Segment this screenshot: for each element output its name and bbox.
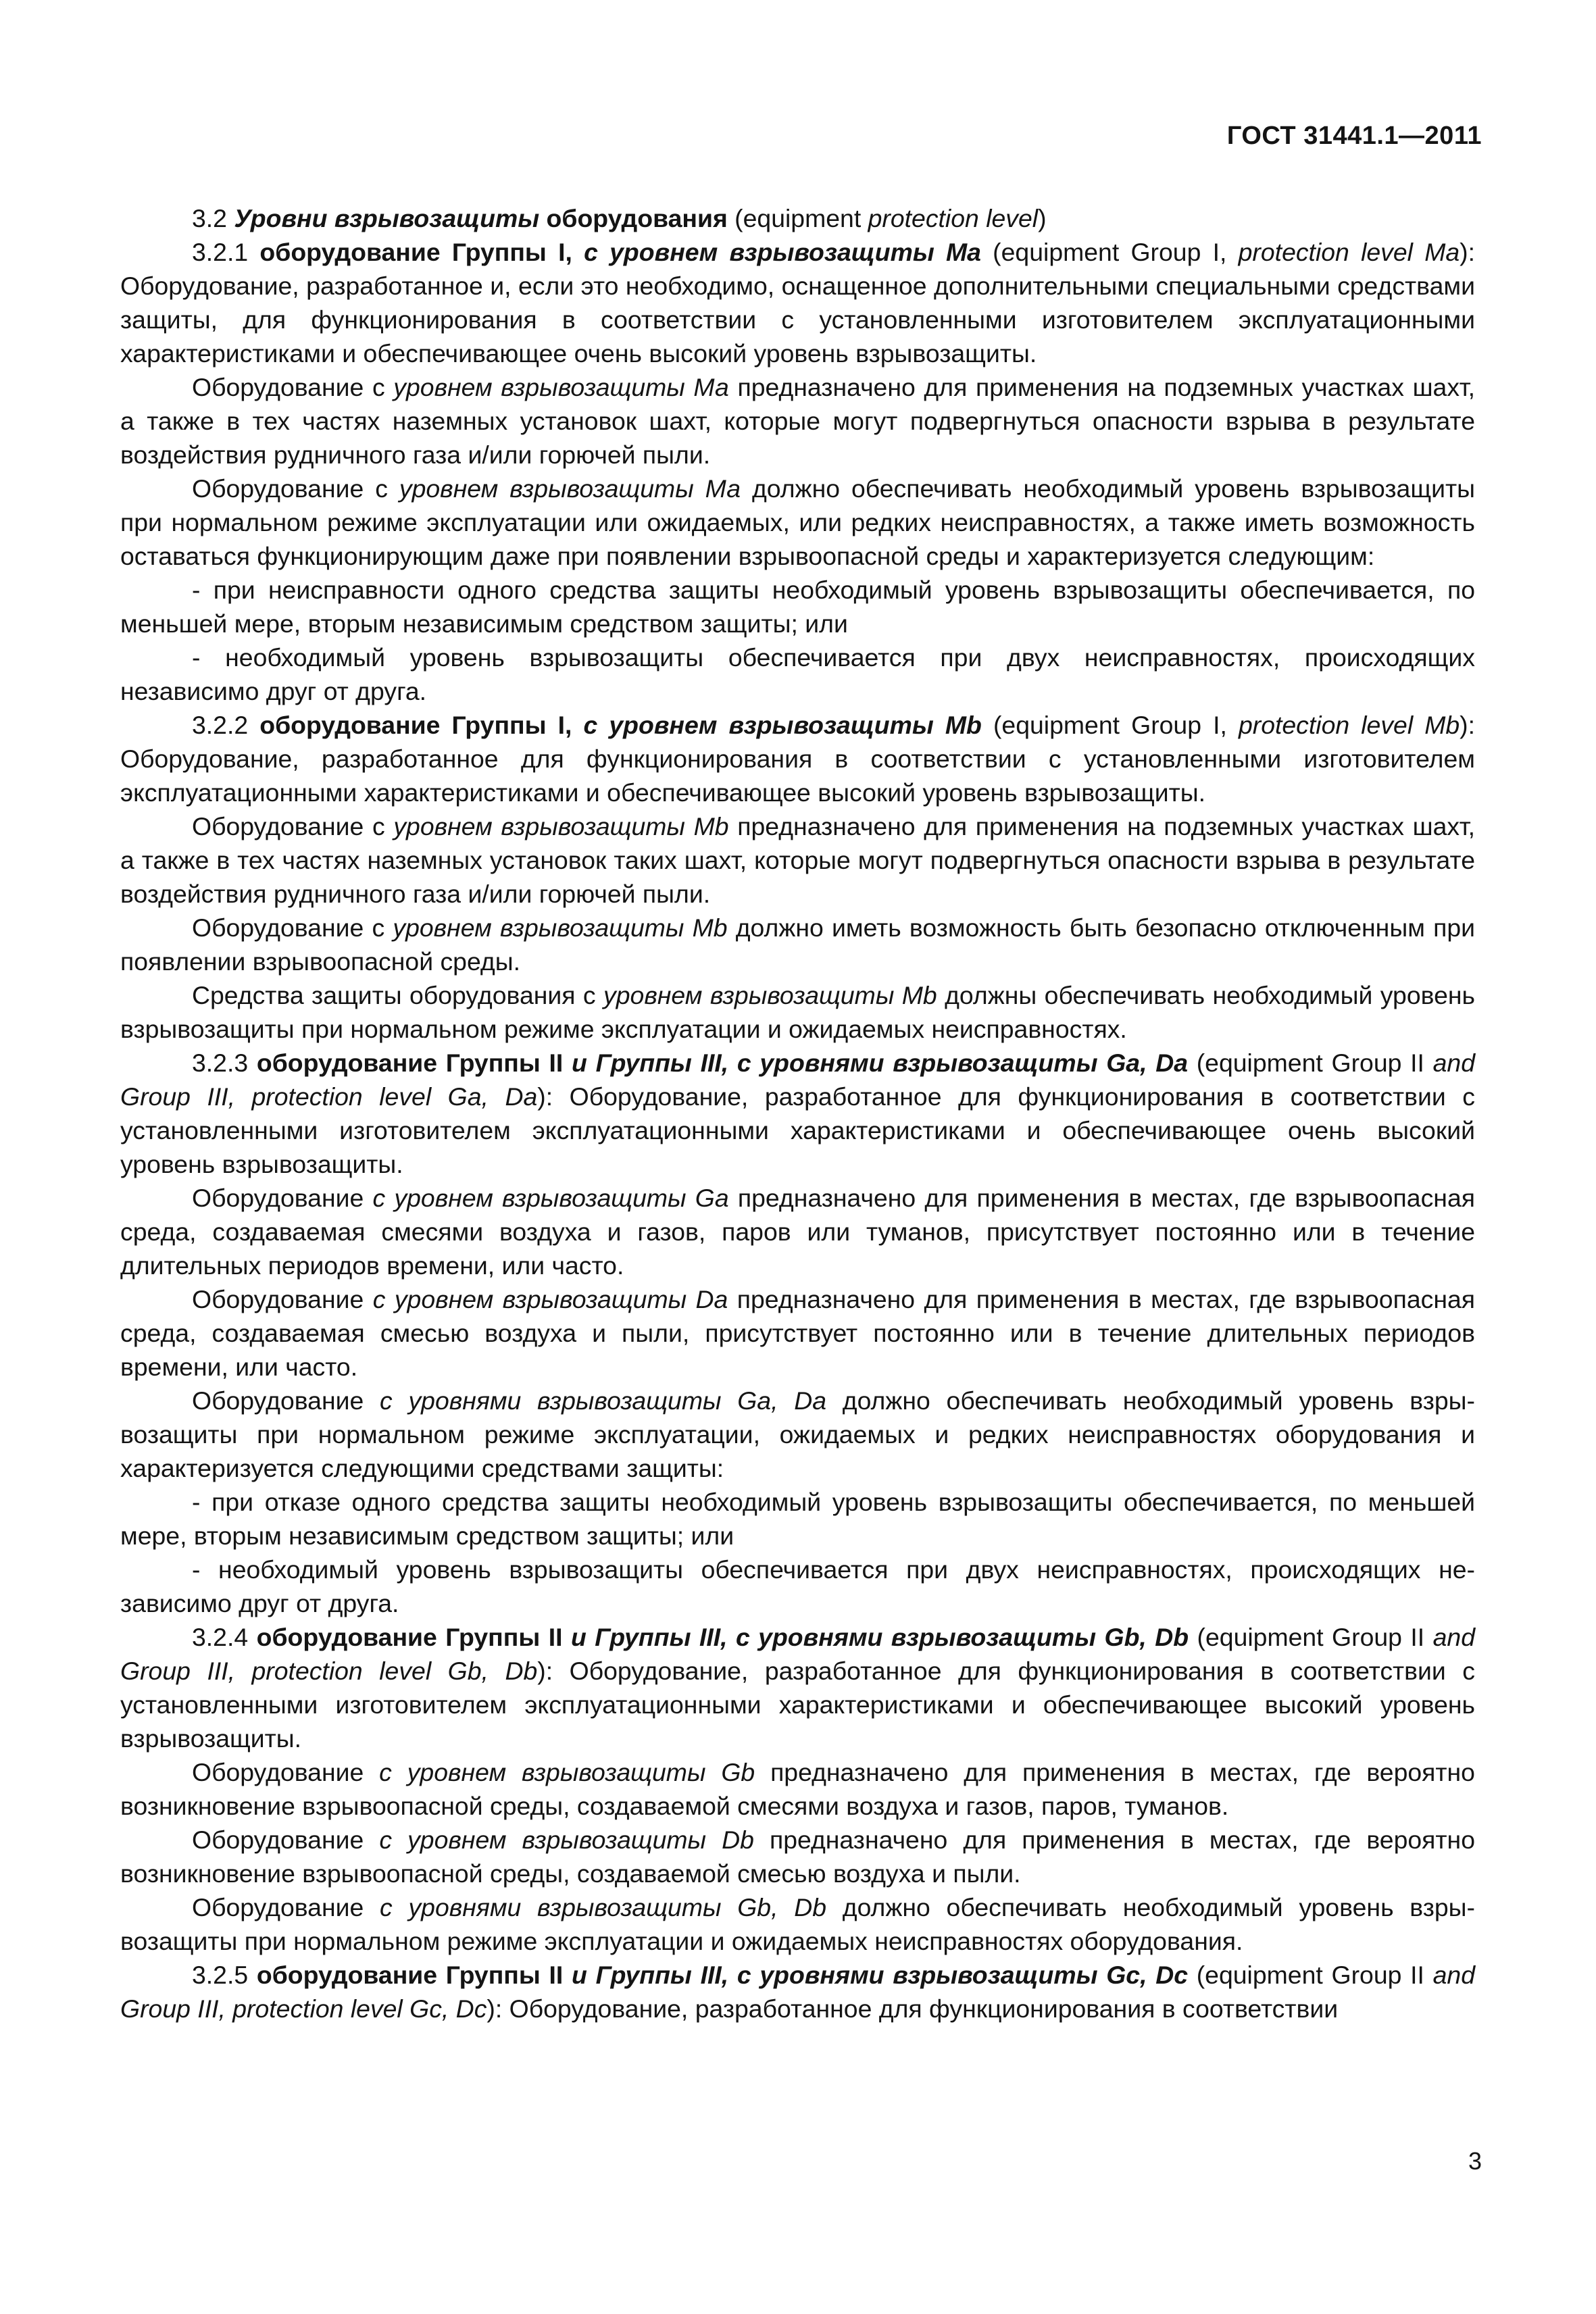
text-run: уровнем взрывозащиты Mb [393, 812, 729, 840]
text-run: Оборудование с [192, 812, 394, 840]
text-run: должно обеспечивать необходимый уровень взрывозащиты при нормальном режиме эксплуатации, ожидаемых и редких неисправностях оборудования и характеризуется следующими средствами защиты: [120, 1386, 1475, 1482]
text-run: Оборудование [192, 1826, 380, 1854]
text-run: предназначено для применения в местах, где вероятно возникновение взрывоопасной среды, создаваемой смесью воздуха и пыли. [120, 1826, 1475, 1888]
paragraph [120, 1181, 1475, 1282]
paragraph [120, 573, 1475, 640]
text-run: с уровнем взрывозащиты Da [372, 1285, 728, 1313]
text-run: (equipment Group I, [980, 238, 1239, 266]
text-run: оборудование Группы II [256, 1961, 572, 1989]
text-run: protection level Mb [1238, 711, 1460, 739]
text-run: - необходимый уровень взрывозащиты обеспечивается при двух неисправностях, происходящих независимо друг от друга. [120, 643, 1475, 705]
text-run: уровнем взрывозащиты Ма [393, 373, 729, 401]
text-run: предназначено для применения в местах, где взрывоопасная среда, создаваемая смесями воздуха и газов, паров или туманов, присутствует постоянно или в течение длительных периодов времени, или часто. [120, 1184, 1475, 1280]
text-run: предназначено для применения в местах, где взрывоопасная среда, создаваемая смесью воздуха и пыли, присутствует постоянно или в течение длительных периодов времени, или часто. [120, 1285, 1476, 1381]
text-run: с уровнем взрывозащиты Ma [584, 238, 981, 266]
text-run: (equipment Group II [1188, 1961, 1433, 1989]
text-run: с уровнем взрывозащиты Ga [372, 1184, 729, 1212]
text-run: (equipment Group II [1188, 1049, 1433, 1077]
paragraph [120, 809, 1475, 911]
text-run: уровнем взрывозащиты Mb [393, 913, 728, 942]
text-run: оборудование Группы II [256, 1049, 572, 1077]
text-run: protection level [868, 204, 1039, 232]
paragraph [120, 708, 1475, 809]
document-header: ГОСТ 31441.1—2011 [1226, 122, 1482, 150]
text-run: Оборудование с [192, 474, 399, 503]
text-run: ): Оборудование, разработанное для функционирования в соответствии с установленными изготовителем эксплуатационными характеристиками и обеспечивающее высокий уровень взрывозащиты. [120, 711, 1475, 807]
paragraph [120, 1755, 1475, 1823]
text-run: ): Оборудование, разработанное для функционирования в соответствии с установленными изготовителем эксплуатационными характеристиками и обеспечивающее высокий уровень взрывозащиты. [120, 1657, 1475, 1753]
paragraph [120, 235, 1475, 370]
paragraph [120, 1620, 1475, 1755]
text-run: оборудование Группы I, [259, 711, 584, 739]
paragraph [120, 1823, 1475, 1890]
paragraph [120, 978, 1475, 1046]
text-run: and Group III, protection level Gb, Db [120, 1623, 1475, 1685]
text-run: Оборудование с [192, 913, 393, 942]
text-run: ) [1038, 204, 1047, 232]
text-run: (equipment Group II [1189, 1623, 1433, 1651]
text-run: Средства защиты оборудования с [192, 981, 604, 1009]
text-run: с уровнями взрывозащиты Ga, Da [380, 1386, 827, 1415]
text-run: предназначено для применения на подземных участках шахт, а также в тех частях наземных установок шахт, которые могут подвергнуться опасности взрыва в результате воздействия рудничного газа и/или горючей пыли. [120, 373, 1475, 469]
text-run: должно обеспечивать необходимый уровень взрывозащиты при нормальном режиме эксплуатации и ожидаемых неисправностях оборудования. [120, 1893, 1475, 1955]
page-number: 3 [1468, 2147, 1482, 2175]
paragraph [120, 911, 1475, 978]
text-run: (equipment Group I, [981, 711, 1239, 739]
text-run: Оборудование [192, 1184, 373, 1212]
text-run: 3.2.1 [192, 238, 260, 266]
text-run [539, 204, 546, 232]
text-run: 3.2.5 [192, 1961, 257, 1989]
text-run: должны обеспечивать необходимый уровень взрывозащиты при нормальном режиме эксплуатации и ожидаемых неисправностях. [120, 981, 1476, 1043]
text-run: с уровнем взрывозащиты Gb [379, 1758, 755, 1786]
text-run: protection level Ma [1238, 238, 1460, 266]
paragraph [120, 201, 1475, 235]
text-run: ): Оборудование, разработанное для функционирования в соответствии с установленными изготовителем эксплуатационными характеристиками и обеспечивающее очень высокий уровень взрывозащиты. [120, 1082, 1475, 1178]
text-run: Оборудование [192, 1893, 380, 1921]
text-run: Оборудование [192, 1386, 380, 1415]
text-run: должно иметь возможность быть безопасно отключенным при появлении взрывоопасной среды. [120, 913, 1476, 976]
text-run: и Группы III, с уровнями взрывозащиты Gb, Db [570, 1623, 1189, 1651]
text-run: Оборудование с [192, 373, 394, 401]
text-run: (equipment [727, 204, 868, 232]
text-run: с уровнем взрывозащиты Mb [583, 711, 982, 739]
text-run: 3.2 [192, 204, 234, 232]
text-run: оборудования [546, 204, 728, 232]
document-body [120, 201, 1475, 2026]
paragraph [120, 1890, 1475, 1958]
text-run: and Group III, protection level Gc, Dc [120, 1961, 1475, 2023]
text-run: 3.2.2 [192, 711, 260, 739]
text-run: Уровни взрывозащиты [234, 204, 540, 232]
text-run: ): Оборудование, разработанное для функционирования в соответствии [487, 1994, 1339, 2023]
paragraph [120, 1384, 1475, 1485]
text-run: Оборудование [192, 1758, 380, 1786]
text-run: должно обеспечивать необходимый уровень взрывозащиты при нормальном режиме эксплуатации или ожидаемых, или редких неисправностях, а также иметь возможность оставаться функционирующим даже при появлении взрывоопасной среды и характеризуется следующим: [120, 474, 1475, 570]
text-run: - при неисправности одного средства защиты необходимый уровень взрывозащиты обеспечивается, по меньшей мере, вторым независимым средством защиты; или [120, 576, 1475, 638]
text-run: 3.2.4 [192, 1623, 257, 1651]
paragraph [120, 1282, 1475, 1384]
paragraph [120, 1046, 1475, 1181]
text-run: Оборудование [192, 1285, 373, 1313]
text-run: предназначено для применения в местах, где вероятно возникновение взрывоопасной среды, создаваемой смесями воздуха и газов, паров, туманов. [120, 1758, 1475, 1820]
text-run: - при отказе одного средства защиты необходимый уровень взрывозащиты обеспечивается, по меньшей мере, вторым независимым средством защиты; или [120, 1488, 1475, 1550]
text-run: с уровнем взрывозащиты Db [379, 1826, 754, 1854]
paragraph [120, 472, 1475, 573]
text-run: уровнем взрывозащиты Mb [603, 981, 937, 1009]
text-run: с уровнями взрывозащиты Gb, Db [380, 1893, 827, 1921]
paragraph [120, 1485, 1475, 1553]
paragraph [120, 1553, 1475, 1620]
text-run: и Группы III, с уровнями взрывозащиты Gc, Dc [572, 1961, 1188, 1989]
paragraph [120, 370, 1475, 472]
text-run: ): Оборудование, разработанное и, если это необходимо, оснащенное дополнительными специальными средствами защиты, для функционирования в соответствии с установленными изготовителем эксплуатационными характеристиками и обеспечивающее очень высокий уровень взрывозащиты. [120, 238, 1475, 368]
text-run: - необходимый уровень взрывозащиты обеспечивается при двух неисправностях, происходящих независимо друг от друга. [120, 1555, 1475, 1617]
text-run: оборудование Группы II [256, 1623, 571, 1651]
text-run: и Группы III, с уровнями взрывозащиты Ga, Da [572, 1049, 1188, 1077]
paragraph [120, 1958, 1475, 2026]
text-run: предназначено для применения на подземных участках шахт, а также в тех частях наземных установок таких шахт, которые могут подвергнуться опасности взрыва в результате воздействия рудничного газа и/или горючей пыли. [120, 812, 1476, 908]
text-run: уровнем взрывозащиты Ма [399, 474, 741, 503]
paragraph [120, 640, 1475, 708]
text-run: оборудование Группы I, [259, 238, 584, 266]
text-run: 3.2.3 [192, 1049, 257, 1077]
text-run: and Group III, protection level Ga, Da [120, 1049, 1475, 1111]
